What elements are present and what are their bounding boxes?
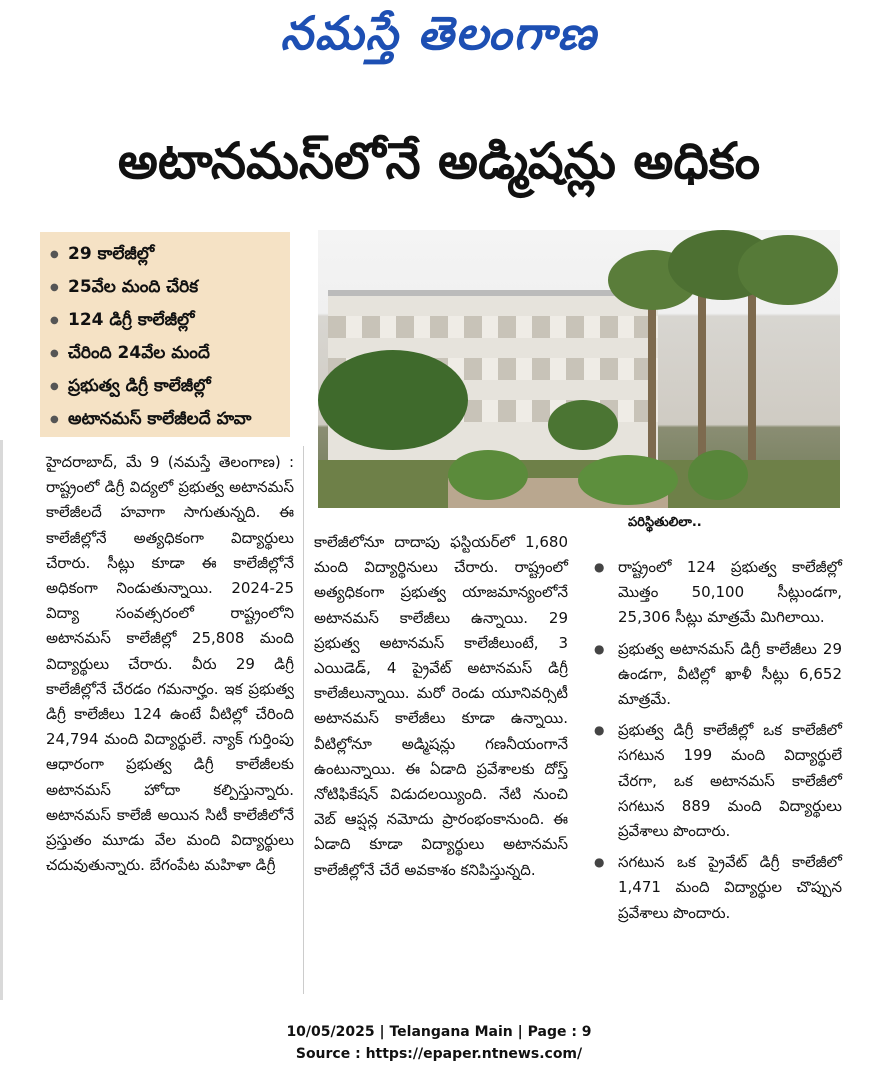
article-column-1 bbox=[46, 450, 294, 878]
highlight-item: ● 124 డిగ్రీ కాలేజీల్లో bbox=[50, 304, 280, 337]
source-link[interactable]: Source : https://epaper.ntnews.com/ bbox=[295, 1046, 583, 1062]
photo-caption: పరిస్థితులిలా.. bbox=[628, 515, 702, 530]
article-paragraph: హైదరాబాద్, మే 9 (నమస్తే తెలంగాణ) : రాష్ట్రంలో డిగ్రీ విద్యలో ప్రభుత్వ అటానమస్ కాలేజీలదే హవాగా సాగుతున్నది. ఈ కాలేజీల్లోనే అత్యధికంగా విద్యార్థులు చేరారు. సీట్లు కూడా ఈ కాలేజీల్లోనే అధికంగా నిండుతున్నాయి. 2024-25 విద్యా సంవత్సరంలో రాష్ట్రంలోని అటానమస్ కాలేజీల్లో 25,808 మంది విద్యార్థులు చేరారు. వీరు 29 డిగ్రీ కాలేజీల్లోనే చేరడం గమనార్హం. ఇక ప్రభుత్వ డిగ్రీ కాలేజీలు 124 ఉంటే వీటిల్లో చేరింది 24,794 మంది విద్యార్థులే. న్యాక్ గుర్తింపు ఆధారంగా ప్రభుత్వ డిగ్రీ కాలేజీలకు అటానమస్ హోదా కల్పిస్తున్నారు. అటానమస్ కాలేజీ అయిన సిటీ కాలేజీలోనే ప్రస్తుతం మూడు వేల మంది విద్యార్థులు చదువుతున్నారు. బేగంపేట మహిళా డిగ్రీ bbox=[46, 453, 294, 875]
fact-bullet: ● ప్రభుత్వ డిగ్రీ కాలేజీల్లో ఒక కాలేజీలో సగటున 199 మంది విద్యార్థులే చేరగా, ఒక అటానమస్ కాలేజీలో సగటున 889 మంది విద్యార్థులు ప్రవేశాలు పొందారు. bbox=[592, 718, 842, 844]
college-campus-photo bbox=[318, 230, 840, 508]
highlight-item: ● ప్రభుత్వ డిగ్రీ కాలేజీల్లో bbox=[50, 370, 280, 403]
column-divider bbox=[303, 446, 304, 994]
publication-info: 10/05/2025 | Telangana Main | Page : 9 bbox=[286, 1024, 592, 1040]
highlight-item: ● 25వేల మంది చేరిక bbox=[50, 271, 280, 304]
article-headline: అటానమస్‌లోనే అడ్మిషన్లు అధికం bbox=[117, 132, 761, 190]
article-column-3 bbox=[592, 555, 842, 932]
newspaper-masthead: నమస్తే తెలంగాణ bbox=[280, 6, 598, 60]
highlight-item: ● చేరింది 24వేల మందే bbox=[50, 337, 280, 370]
article-paragraph: కాలేజీలోనూ దాదాపు ఫస్టియర్‌లో 1,680 మంది విద్యార్థినులు చేరారు. రాష్ట్రంలో అత్యధికంగా ప్రభుత్వ యాజమాన్యంలోనే అటానమస్ కాలేజీలు ఉన్నాయి. 29 ప్రభుత్వ అటానమస్ కాలేజీలుంటే, 3 ఎయిడెడ్, 4 ప్రైవేట్ అటానమస్ డిగ్రీ కాలేజీలున్నాయి. మరో రెండు యూనివర్సిటీ అటానమస్ కాలేజీలు కూడా ఉన్నాయి. వీటిల్లోనూ అడ్మిషన్లు గణనీయంగానే ఉంటున్నాయి. ఈ ఏడాది ప్రవేశాలకు దోస్త్ నోటిఫికేషన్ విడుదలయ్యింది. నేటి నుంచి వెబ్ ఆప్షన్ల నమోదు ప్రారంభంకానుంది. ఈ ఏడాది కూడా విద్యార్థులు అటానమస్ కాలేజీల్లోనే చేరే అవకాశం కనిపిస్తున్నది. bbox=[314, 533, 568, 879]
highlight-item: ● అటానమస్ కాలేజీలదే హవా bbox=[50, 403, 280, 436]
article-column-2 bbox=[314, 530, 568, 883]
highlights-box bbox=[40, 232, 290, 437]
fact-bullet: ● ప్రభుత్వ అటానమస్ డిగ్రీ కాలేజీలు 29 ఉండగా, వీటిల్లో ఖాళీ సీట్లు 6,652 మాత్రమే. bbox=[592, 637, 842, 713]
highlight-item: ● 29 కాలేజీల్లో bbox=[50, 238, 280, 271]
fact-bullet: ● రాష్ట్రంలో 124 ప్రభుత్వ కాలేజీల్లో మొత్తం 50,100 సీట్లుండగా, 25,306 సీట్లు మాత్రమే మిగిలాయి. bbox=[592, 555, 842, 631]
page-edge bbox=[0, 440, 3, 1000]
fact-bullet: ● సగటున ఒక ప్రైవేట్ డిగ్రీ కాలేజీలో 1,471 మంది విద్యార్థుల చొప్పున ప్రవేశాలు పొందారు. bbox=[592, 850, 842, 926]
